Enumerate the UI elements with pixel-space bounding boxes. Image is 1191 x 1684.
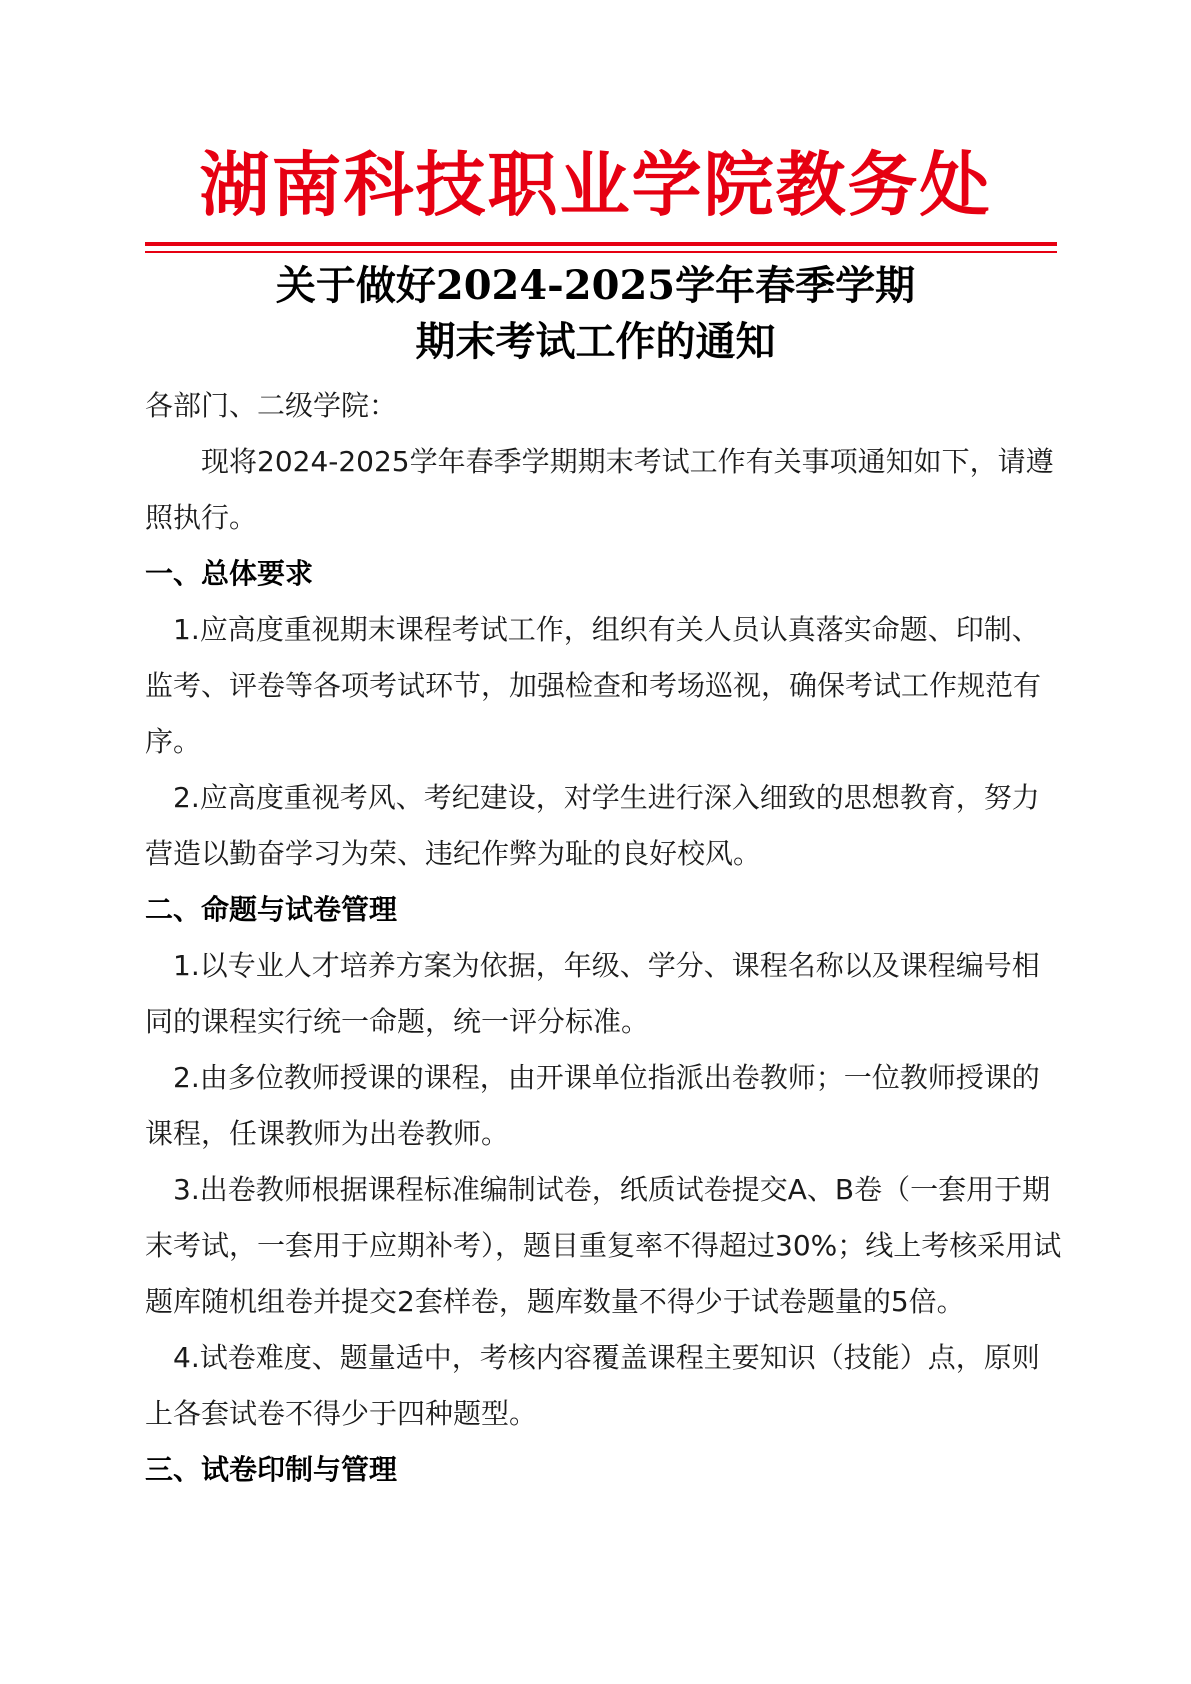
section-2-item-4: 4.试卷难度、题量适中，考核内容覆盖课程主要知识（技能）点，原则上各套试卷不得少于四种题型。 bbox=[145, 1341, 1040, 1430]
notice-title-line-1: 关于做好2024-2025学年春季学期 bbox=[275, 262, 916, 309]
section-heading-3: 三、试卷印制与管理 bbox=[145, 1453, 398, 1486]
section-2-item-3: 3.出卷教师根据课程标准编制试卷，纸质试卷提交A、B卷（一套用于期末考试，一套用于应期补考），题目重复率不得超过30%；线上考核采用试题库随机组卷并提交2套样卷，题库数量不得少于试卷题量的5倍。 bbox=[145, 1173, 1062, 1318]
section-heading-1: 一、总体要求 bbox=[145, 557, 314, 590]
letterhead-title: 湖南科技职业学院教务处 bbox=[199, 143, 992, 226]
notice-body bbox=[145, 378, 1065, 1498]
notice-title bbox=[0, 258, 1191, 370]
letterhead-rule-thin bbox=[145, 251, 1057, 253]
section-1-item-1: 1.应高度重视期末课程考试工作，组织有关人员认真落实命题、印制、监考、评卷等各项考试环节，加强检查和考场巡视，确保考试工作规范有序。 bbox=[145, 613, 1042, 758]
section-2-item-1: 1.以专业人才培养方案为依据，年级、学分、课程名称以及课程编号相同的课程实行统一命题，统一评分标准。 bbox=[145, 949, 1040, 1038]
notice-title-line-2: 期末考试工作的通知 bbox=[415, 318, 776, 365]
section-1-item-2: 2.应高度重视考风、考纪建设，对学生进行深入细致的思想教育，努力营造以勤奋学习为荣、违纪作弊为耻的良好校风。 bbox=[145, 781, 1040, 870]
section-2-item-2: 2.由多位教师授课的课程，由开课单位指派出卷教师；一位教师授课的课程，任课教师为出卷教师。 bbox=[145, 1061, 1040, 1150]
letterhead-rule-thick bbox=[145, 242, 1057, 246]
salutation: 各部门、二级学院： bbox=[145, 389, 398, 422]
section-heading-2: 二、命题与试卷管理 bbox=[145, 893, 398, 926]
intro-paragraph: 现将2024-2025学年春季学期期末考试工作有关事项通知如下，请遵照执行。 bbox=[145, 445, 1054, 534]
